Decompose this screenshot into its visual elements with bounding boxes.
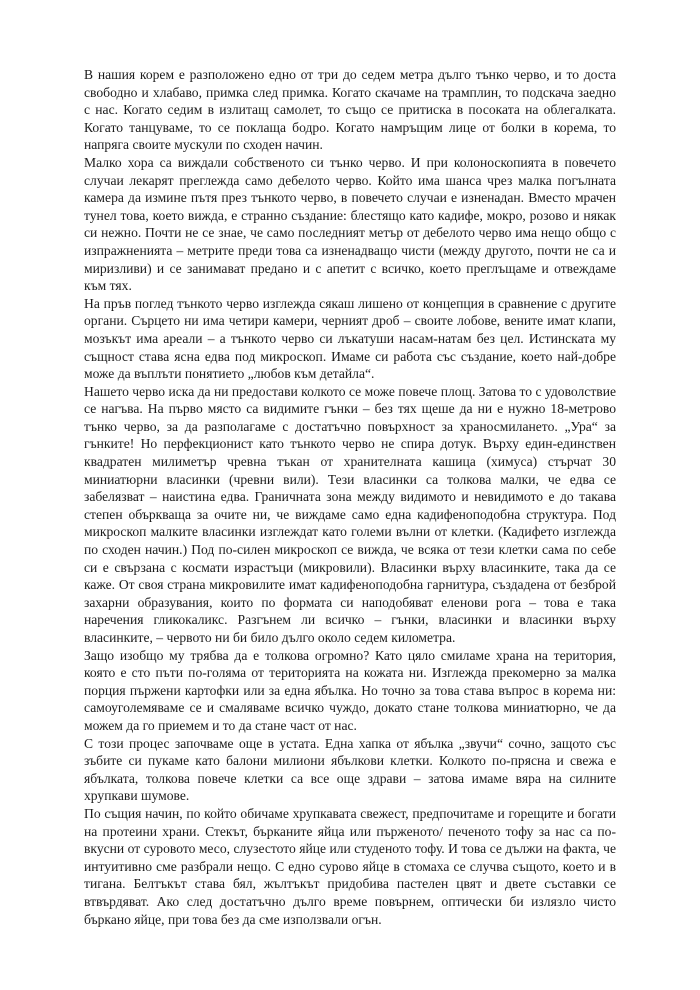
paragraph: Защо изобщо му трябва да е толкова огромно? Като цяло смиламе храна на територия, която е сто пъти по-голяма от територията на кожата ни. Изглежда прекомерно за малка порция пържени картофки или за една ябълка. Но точно за това става въпрос в корема ни: самоуголемяваме се и смаляваме всичко чуждо, докато стане толкова миниатюрно, че да можем да го приемем и то да стане част от нас. [84,647,616,733]
paragraph: С този процес започваме още в устата. Една хапка от ябълка „звучи“ сочно, защото със зъбите си пукаме като балони милиони ябълкови клетки. Колкото по-прясна и свежа е ябълката, толкова повече клетки са все още здрави – затова имаме вяра на силните хрупкави шумове. [84,735,616,804]
paragraph: Малко хора са виждали собственото си тънко черво. И при колоноскопията в повечето случаи лекарят преглежда само дебелото черво. Който има шанса чрез малка погълната камера да измине пътя през тънкото черво, в повечето случаи е изненадан. Вместо мрачен тунел това, което вижда, е странно създание: блестящо като кадифе, мокро, розово и някак си нежно. Почти не се знае, че само последният метър от дебелото черво има нещо общо с изпражненията – метрите преди това са изненадващо чисти (между другото, почти не са и миризливи) и се занимават предано и с апетит с всичко, което преглъщаме и отвеждаме към тях. [84,154,616,294]
paragraph: В нашия корем е разположено едно от три до седем метра дълго тънко черво, и то доста свободно и хлабаво, примка след примка. Когато скачаме на трамплин, то подскача заедно с нас. Когато седим в излитащ самолет, то също се притиска в посоката на облегалката. Когато танцуваме, то се поклаща бодро. Когато намръщим лице от болки в корема, то напряга своите мускули по сходен начин. [84,67,616,153]
paragraph: По същия начин, по който обичаме хрупкавата свежест, предпочитаме и горещите и богати на протеини храни. Стекът, бърканите яйца или пърженото/ печеното тофу за нас са по-вкусни от суровото месо, слузестото яйце или студеното тофу. И това се дължи на факта, че интуитивно сме разбрали нещо. С едно сурово яйце в стомаха се случва същото, което и в тигана. Белтъкът става бял, жълтъкът придобива пастелен цвят и двете съставки се втвърдяват. Ако след достатъчно дълго време повърнем, оптически би излязло чисто бъркано яйце, при това без да сме използвали огън. [84,805,616,927]
paragraph: Нашето черво иска да ни предостави колкото се може повече площ. Затова то с удоволствие се нагъва. На първо място са видимите гънки – без тях щеше да ни е нужно 18-метрово тънко черво, за да разполагаме с достатъчно повърхност за храносмилането. „Ура“ за гънките! Но перфекционист като тънкото черво не спира дотук. Върху един-единствен квадратен милиметър чревна тъкан от хранителната кашица (химуса) стърчат 30 миниатюрни власинки (чревни вили). Тези власинки са толкова малки, че едва се забелязват – наистина едва. Граничната зона между видимото и невидимото е до такава степен объркваща за очите ни, че виждаме само една кадифеноподобна структура. Под микроскоп малките власинки изглеждат като големи вълни от клетки. (Кадифето изглежда по сходен начин.) Под по-силен микроскоп се вижда, че всяка от тези клетки сама по себе си е свързана с космати израстъци (микровили). Власинки върху власинките, така да се каже. От своя страна микровилите имат кадифеноподобна гарнитура, създадена от безброй захарни образувания, които по формата си наподобяват еленови рога – това е така наречения гликокаликс. Разгънем ли всичко – гънки, власинки и власинки върху власинките, – червото ни би било дълго около седем километра. [84,383,616,645]
paragraph: На пръв поглед тънкото черво изглежда сякаш лишено от концепция в сравнение с другите органи. Сърцето ни има четири камери, черният дроб – своите лобове, вените имат клапи, мозъкът има ареали – а тънкото черво си лъкатуши насам-натам без цел. Истинската му същност става ясна едва под микроскоп. Имаме си работа със създание, което най-добре може да въплъти понятието „любов към детайла“. [84,295,616,382]
body-text [84,66,616,928]
